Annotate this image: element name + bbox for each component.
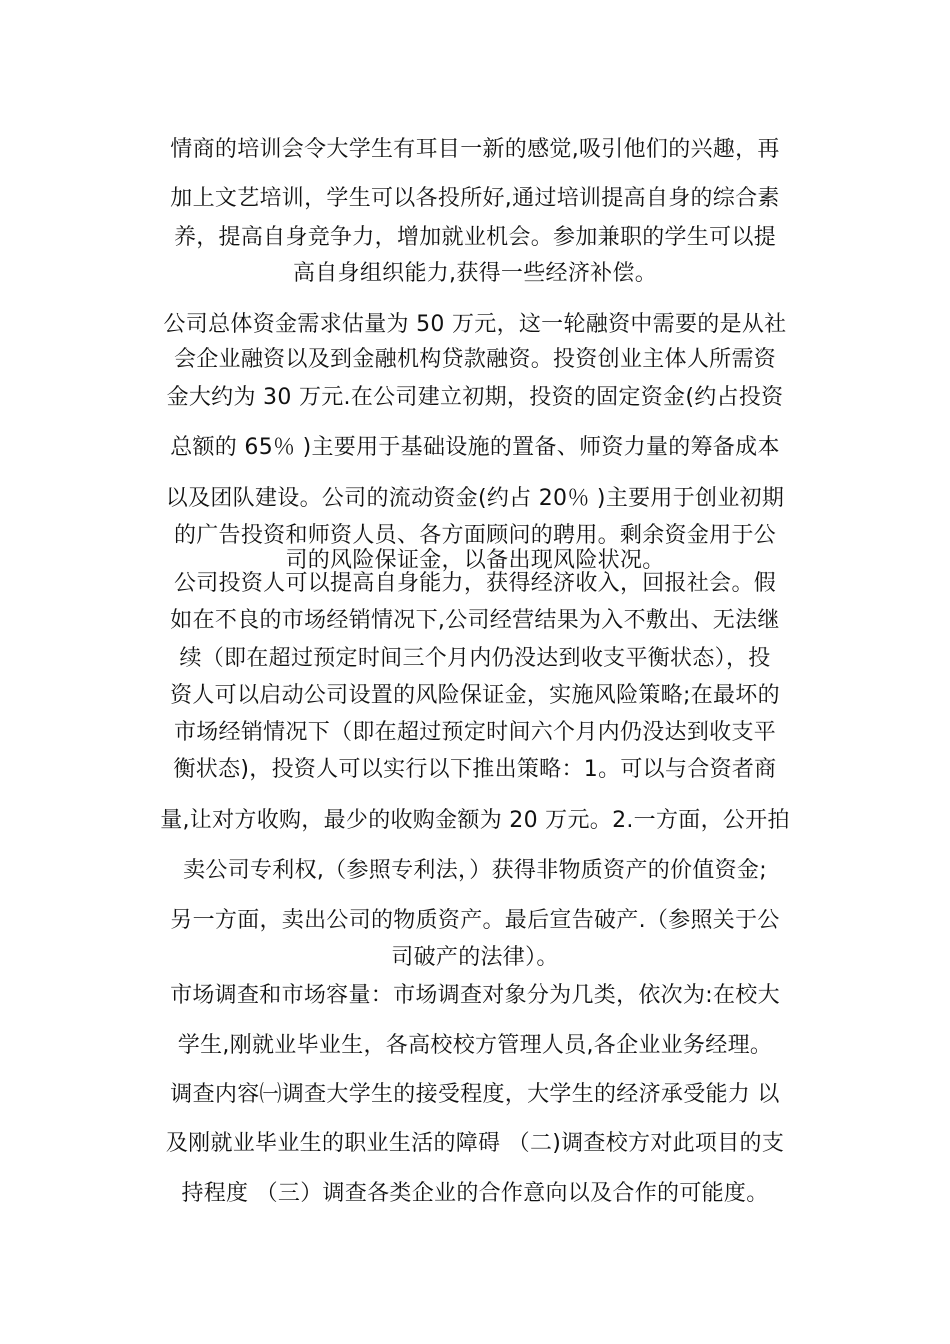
text-line: 金大约为 30 万元.在公司建立初期，投资的固定资金(约占投资 [166, 385, 784, 410]
text-line: 养，提高自身竞争力，增加就业机会。参加兼职的学生可以提 [173, 225, 777, 250]
text-line: 情商的培训会令大学生有耳目一新的感觉,吸引他们的兴趣，再 [170, 137, 780, 162]
text-line: 司的风险保证金，以备出现风险状况。 [285, 548, 665, 573]
text-line: 公司投资人可以提高自身能力，获得经济收入，回报社会。假 [173, 571, 777, 596]
text-line: 及刚就业毕业生的职业生活的障碍 （二)调查校方对此项目的支 [165, 1131, 785, 1156]
text-line: 学生,刚就业毕业生，各高校校方管理人员,各企业业务经理。 [177, 1033, 773, 1058]
text-line: 总额的 65％ )主要用于基础设施的置备、师资力量的筹备成本 [170, 435, 780, 460]
text-line: 续（即在超过预定时间三个月内仍没达到收支平衡状态），投 [179, 646, 771, 671]
text-line: 市场经销情况下（即在超过预定时间六个月内仍没达到收支平 [173, 720, 777, 745]
text-line: 会企业融资以及到金融机构贷款融资。投资创业主体人所需资 [173, 347, 777, 372]
text-line: 高自身组织能力,获得一些经济补偿。 [292, 261, 658, 286]
text-line: 衡状态)，投资人可以实行以下推出策略：1。可以与合资者商 [173, 757, 777, 782]
text-line: 公司总体资金需求估量为 50 万元，这一轮融资中需要的是从社 [163, 312, 787, 337]
text-line: 加上文艺培训，学生可以各投所好,通过培训提高自身的综合素 [170, 186, 780, 211]
text-line: 调查内容㈠调查大学生的接受程度，大学生的经济承受能力 以 [170, 1082, 780, 1107]
text-line: 卖公司专利权,（参照专利法，）获得非物质资产的价值资金; [183, 858, 767, 883]
text-line: 另一方面，卖出公司的物质资产。最后宣告破产.（参照关于公 [170, 908, 780, 933]
text-line: 的广告投资和师资人员、各方面顾问的聘用。剩余资金用于公 [173, 523, 777, 548]
text-line: 量,让对方收购，最少的收购金额为 20 万元。2.一方面，公开拍 [160, 808, 790, 833]
text-line: 资人可以启动公司设置的风险保证金，实施风险策略;在最坏的 [170, 683, 780, 708]
text-line: 如在不良的市场经销情况下,公司经营结果为入不敷出、无法继 [170, 608, 780, 633]
text-line: 市场调查和市场容量：市场调查对象分为几类，依次为:在校大 [170, 983, 780, 1008]
text-line: 司破产的法律）。 [391, 945, 559, 970]
text-line: 以及团队建设。公司的流动资金(约占 20％ )主要用于创业初期 [165, 486, 785, 511]
text-line: 持程度 （三）调查各类企业的合作意向以及合作的可能度。 [181, 1181, 769, 1206]
